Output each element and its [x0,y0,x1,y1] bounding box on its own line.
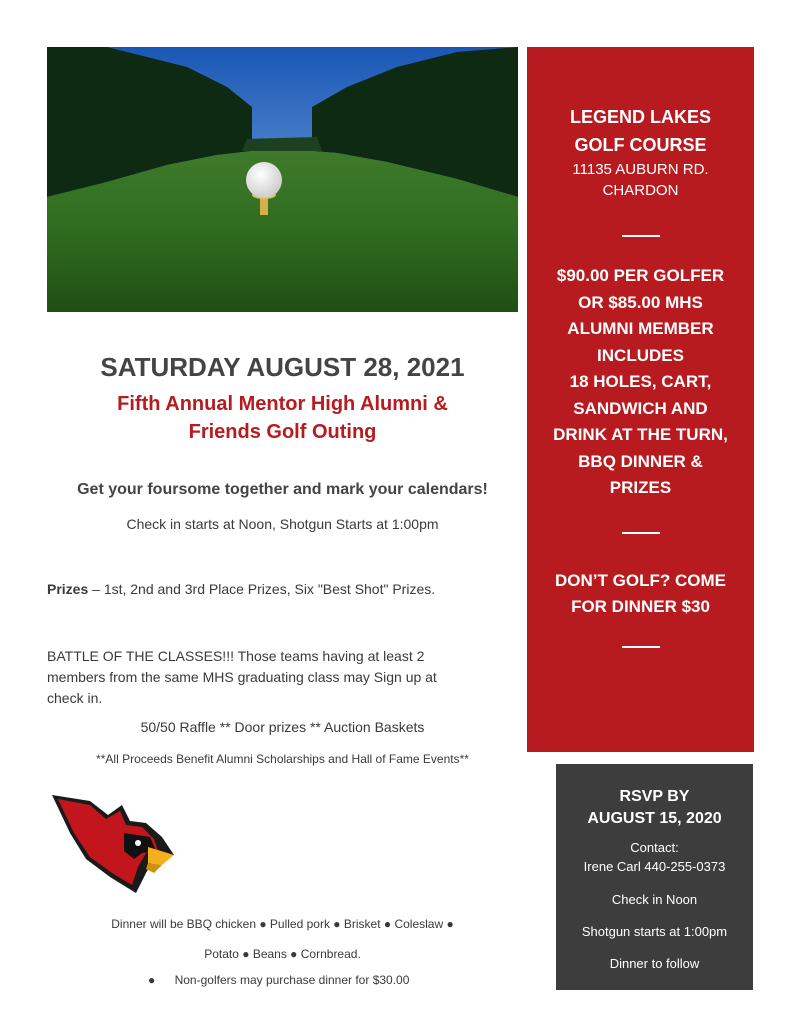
dinner-only-block [527,568,754,620]
rsvp-checkin: Check in Noon [611,892,698,907]
divider [622,646,660,648]
rsvp-dinner: Dinner to follow [609,956,700,971]
nongolfer-text: Non-golfers may purchase dinner for $30.00 [174,973,410,987]
event-title-line2: Friends Golf Outing [188,421,377,443]
venue-name-line2: GOLF COURSE [574,135,707,155]
contact-label: Contact: [630,840,679,855]
event-title [47,390,518,446]
proceeds-info: **All Proceeds Benefit Alumni Scholarships and Hall of Fame Events** [96,752,469,766]
tagline: Get your foursome together and mark your calendars! [77,481,488,498]
dinner-line1: Dinner will be BBQ chicken ● Pulled pork ● Brisket ● Coleslaw ● [111,917,454,931]
cardinal-logo [50,793,176,897]
golf-ball-image [47,47,518,312]
rsvp-date: AUGUST 15, 2020 [587,810,722,827]
prizes-info [47,581,518,597]
dinner-only-line1: DON’T GOLF? COME [555,570,726,590]
golf-ball-photo [47,47,518,312]
price-line: BBQ DINNER & [578,451,703,471]
rsvp-panel [556,764,753,990]
venue-info-panel [527,47,754,752]
price-line: INCLUDES [597,345,684,365]
venue-name-line1: LEGEND LAKES [569,107,711,127]
venue-address-line1: 11135 AUBURN RD. [572,161,709,178]
price-line: $90.00 PER GOLFER [556,266,725,285]
event-date: SATURDAY AUGUST 28, 2021 [100,352,465,382]
raffle-info: 50/50 Raffle ** Door prizes ** Auction Baskets [140,719,425,735]
price-line: ALUMNI MEMBER [567,319,714,338]
cardinal-icon [50,793,176,897]
prizes-text: – 1st, 2nd and 3rd Place Prizes, Six "Best Shot" Prizes. [88,581,436,597]
price-line: DRINK AT THE TURN, [553,425,728,444]
dinner-line2: Potato ● Beans ● Cornbread. [204,947,361,961]
battle-line3: check in. [47,690,103,706]
prizes-label: Prizes [47,581,89,597]
dinner-menu [47,909,518,969]
price-line: 18 HOLES, CART, [569,372,712,391]
venue-address-line2: CHARDON [602,182,679,199]
bullet-icon: ● [148,973,156,987]
nongolfer-note [148,973,518,987]
dinner-only-line2: FOR DINNER $30 [571,596,710,616]
price-line: OR $85.00 MHS [578,292,703,312]
rsvp-shotgun: Shotgun starts at 1:00pm [581,924,728,939]
contact-value: Irene Carl 440-255-0373 [583,859,726,874]
event-title-line1: Fifth Annual Mentor High Alumni & [117,393,448,415]
price-line: SANDWICH AND [573,398,708,418]
checkin-info: Check in starts at Noon, Shotgun Starts at 1:00pm [126,516,439,532]
pricing-block [527,263,754,502]
battle-of-classes [47,646,518,709]
rsvp-line1: RSVP BY [619,788,690,805]
battle-line1: BATTLE OF THE CLASSES!!! Those teams having at least 2 [47,648,425,664]
divider [622,235,660,237]
battle-line2: members from the same MHS graduating class may Sign up at [47,669,437,685]
divider [622,532,660,534]
price-line: PRIZES [609,478,672,497]
